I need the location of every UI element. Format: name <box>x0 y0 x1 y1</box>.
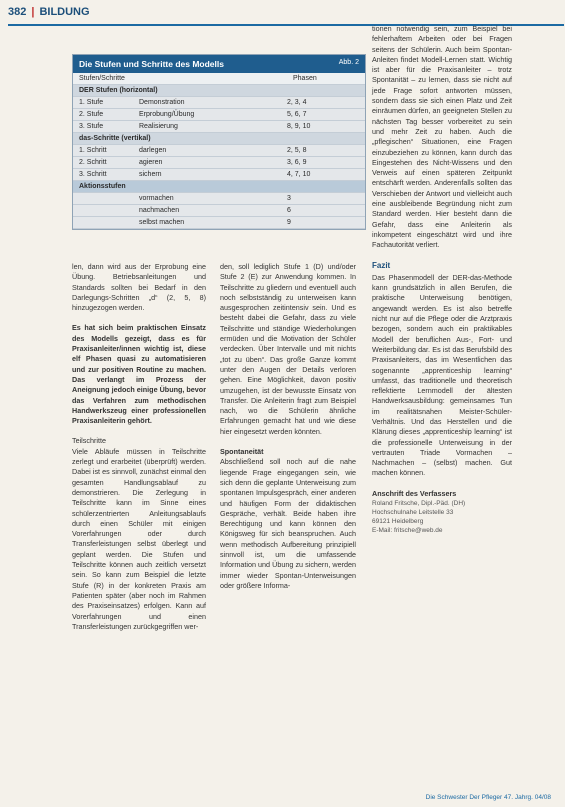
table-row <box>73 169 365 181</box>
table-cell: 3. Schritt <box>79 171 107 178</box>
table-cell: 1. Stufe <box>79 99 104 106</box>
paragraph: len, dann wird aus der Erprobung eine Übung. Betriebsanleitungen und Standards sollten bei Bedarf in den Darlegungs-Schritten „d“ (2, 5, 8) hinzugezogen werden. <box>72 262 206 313</box>
table-section-header <box>73 181 365 193</box>
table-cell: 2. Stufe <box>79 111 104 118</box>
paragraph: Das Phasenmodell der DER-das-Methode kann grundsätzlich in allen Berufen, die praktische Unterweisung benötigen, angewandt werden. Es ist also betreffe nicht nur auf die Pflege oder die Arztpraxis bezogen, sondern auch ein praktikables Modell der beruflichen Aus-, Fort- und Weiterbildung dar. Es ist das Berufsbild des Praxisanleiters, das im Wesentlichen das sogenannte „apprenticeship learning“ umfasst, das traditionelle und theoretisch reflektierte Lernmodell der ältesten Handwerksausbildung: gemeinsames Tun im realitätsnahen Meister-Schüler-Verhältnis. Und das Herstellen und die Klärung dieses „apprenticeship learning“ ist die professionelle Unterweisung in der vertrauten Triade Vormachen – Nachmachen – (selbst) machen. Gut machen können. <box>372 272 512 478</box>
table-row <box>73 145 365 157</box>
table-cell: 2. Schritt <box>79 159 107 166</box>
table-cell: 3, 6, 9 <box>287 159 307 166</box>
author-street: Hochschulnahe Leitstelle 33 <box>372 509 454 517</box>
table-cell: selbst machen <box>139 219 185 226</box>
table-cell: vormachen <box>139 195 174 202</box>
col-header-steps: Stufen/Schritte <box>79 75 125 82</box>
table-cell: 1. Schritt <box>79 147 107 154</box>
author-city: 69121 Heidelberg <box>372 518 424 526</box>
table-cell: 8, 9, 10 <box>287 123 311 130</box>
table-cell: 6 <box>287 207 291 214</box>
author-address <box>372 499 512 535</box>
table-header-row <box>73 73 365 85</box>
table-cell: darlegen <box>139 147 167 154</box>
table-cell: Erprobung/Übung <box>139 111 195 118</box>
column-1 <box>72 262 206 642</box>
table-row <box>73 157 365 169</box>
column-3 <box>372 24 512 535</box>
table-cell: 4, 7, 10 <box>287 171 311 178</box>
page-footer: Die Schwester Der Pfleger 47. Jahrg. 04/08 <box>425 794 551 801</box>
page-header <box>8 6 90 18</box>
paragraph: Viele Abläufe müssen in Teilschritte zerlegt und erarbeitet (überprüft) werden. Dabei ist es sinnvoll, zunächst einmal den gesamten Handlungsablauf zu demonstrieren. Die Zerlegung in Teilschritte kann im Sinne eines schülerzentrierten Anleitungsablaufs durch einen Schüler mit einigen Vorerfahrungen oder durch Transferleistungen selbst überlegt und geplant werden. Die Stufen und Teilschritte können auch zeitlich versetzt sein. So kann zum Beispiel die letzte Stufe (R) in der konkreten Praxis am Patienten später (aber noch im Rahmen des Praxiseinsatzes) erfolgen. Kann auf Vorerfahrungen und einen Transferleistungen zurückgegriffen wer- <box>72 446 206 631</box>
heading-fazit: Fazit <box>372 260 391 270</box>
table-section-header <box>73 133 365 145</box>
table-title-text: Die Stufen und Schritte des Modells <box>79 59 224 69</box>
table-cell: sichern <box>139 171 162 178</box>
table-body <box>73 85 365 229</box>
table-cell: 2, 5, 8 <box>287 147 307 154</box>
section-title: Aktionsstufen <box>79 183 126 190</box>
table-cell: 9 <box>287 219 291 226</box>
author-email: E-Mail: fritsche@web.de <box>372 527 443 535</box>
table-label: Abb. 2 <box>338 59 359 66</box>
stages-table <box>72 54 366 230</box>
section-title: BILDUNG <box>39 6 90 18</box>
subheading-teilschritte: Teilschritte <box>72 436 106 446</box>
table-cell: Realisierung <box>139 123 178 130</box>
subheading-spontaneitaet: Spontaneität <box>220 447 264 457</box>
table-cell: Demonstration <box>139 99 185 106</box>
table-cell: 2, 3, 4 <box>287 99 307 106</box>
section-title: das-Schritte (vertikal) <box>79 135 151 142</box>
table-cell: agieren <box>139 159 163 166</box>
author-name: Roland Fritsche, Dipl.-Päd. (DH) <box>372 500 466 508</box>
col-header-phases: Phasen <box>293 75 317 82</box>
paragraph: tionen notwendig sein, zum Beispiel bei fehlerhaftem Arbeiten oder bei Fragen seitens der Schülerin. Auch beim Spontan-Anleiten findet Modell-Lernen statt. Wichtig ist aber für die Praxisanleiter – trotz Spontanität – zu lernen, dass sie nicht auf jede Frage sofort antworten müssen, sondern dass sie sich einen Platz und Zeit einräumen dürfen, an geeigneten Stellen zu nächsten Tag besser vorbereitet zu sein und mehr Zeit zu haben. Auch die „pflegischen“ Situationen, eine Fragen einzubeziehen zu können, kann durch das Eingestehen des Nicht-Wissens und den Verweis auf einen späteren Zeitpunkt entschärft werden. Anderenfalls sollten das Verschieben der Antwort und vielleicht auch eine ausbleibende Begründung nicht zum Standard werden. Hier besteht dann die Gefahr, dass eine Anleiterin als inkompetent eingeschätzt wird und ihre Fachautorität verliert. <box>372 24 512 250</box>
table-cell: 3. Stufe <box>79 123 104 130</box>
table-row <box>73 205 365 217</box>
table-title <box>73 55 365 73</box>
table-cell: 5, 6, 7 <box>287 111 307 118</box>
table-row <box>73 193 365 205</box>
table-row <box>73 109 365 121</box>
highlight-paragraph: Es hat sich beim praktischen Einsatz des Modells gezeigt, dass es für Praxisanleiter/innen wichtig ist, diese elf Phasen quasi zu automatisieren und zur positiven Routine zu machen. Das verlangt im Prozess der Aneignung jedoch einige Übung, bevor das Verfahren zum methodischen Handwerkszeug einer professionellen Praxisanleiterin gehört. <box>72 323 206 426</box>
table-cell: 3 <box>287 195 291 202</box>
table-cell: nachmachen <box>139 207 180 214</box>
author-heading: Anschrift des Verfassers <box>372 488 457 498</box>
table-section-header <box>73 85 365 97</box>
section-title: DER Stufen (horizontal) <box>79 87 158 94</box>
paragraph: Abschließend soll noch auf die nahe liegende Frage eingegangen sein, wie sich denn die geplante Unterweisung zum spontanen Impulsgespräch, einer anderen und häufigen Form der didaktischen Gespräche, verhält. Beide haben ihre Berechtigung und kann können den Königsweg für sich beanspruchen. Auch wenn methodisch Aufbereitung prinzipiell sinnvoll ist, um die umfassende Information und Übung zu sichern, werden immer wieder Spontan-Unterweisungen oder größere Informa- <box>220 457 356 590</box>
table-row <box>73 97 365 109</box>
paragraph: den, soll lediglich Stufe 1 (D) und/oder Stufe 2 (E) zur Anwendung kommen. In Teilschritte zu gliedern und eventuell auch noch selbstständig zu unterweisen kann ausgesprochen zeitintensiv sein. Und es besteht dabei die Gefahr, dass zu viele Teilschritte und ständige Wiederholungen ermüden und die Motivation der Schüler verdecken. Über Intervalle und mit nichts „tot zu üben“. Das große Ganze kommt unter den Augen der Details verloren gehen. Eine Möglichkeit, davon positiv umzugehen, ist der bewusste Einsatz von Transfer. Die Anleiterin fragt zum Beispiel nach, wo die Schülerin ähnliche Erfahrungen gemacht hat und wie diese hier eingesetzt werden könnten. <box>220 262 356 436</box>
page-number: 382 <box>8 6 27 18</box>
header-separator: | <box>31 6 35 18</box>
table-row <box>73 217 365 229</box>
column-2 <box>220 262 356 601</box>
table-row <box>73 121 365 133</box>
